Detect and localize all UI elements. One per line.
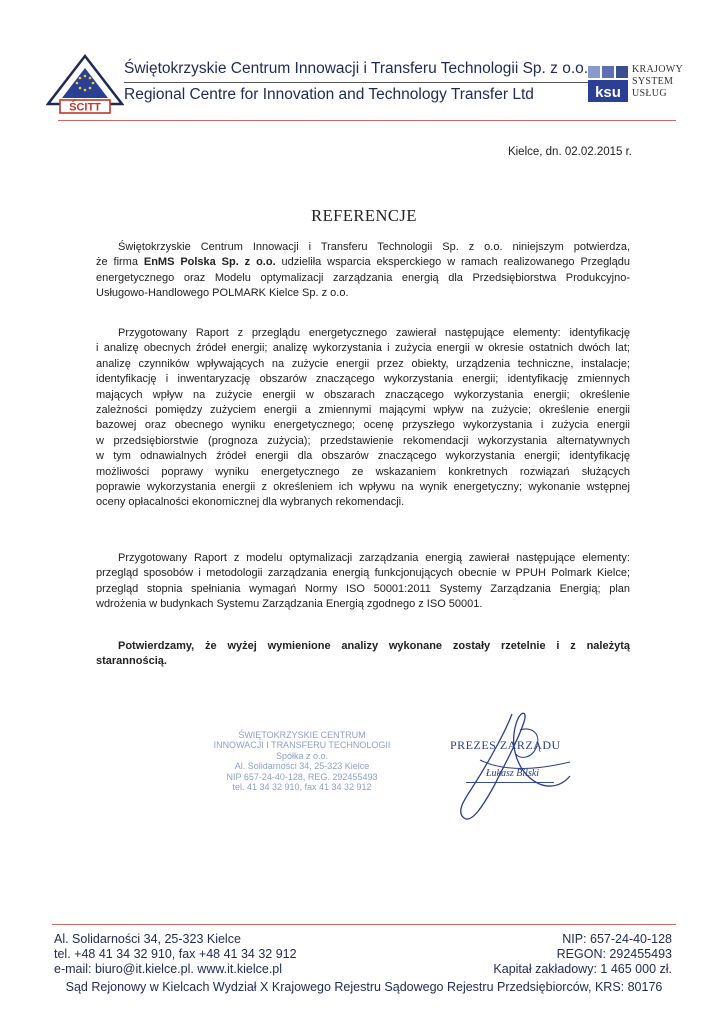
president-stamp: PREZES ZARZĄDU: [450, 738, 561, 752]
stamp-line: Al. Solidarności 34, 25-323 Kielce: [234, 761, 370, 772]
ksu-logo: [586, 64, 630, 104]
footer-phone: tel. +48 41 34 32 910, fax +48 41 34 32 912: [54, 947, 297, 961]
paragraph-line: oceny opłacalności ekonomicznej dla wybranych rekomendacji.: [96, 496, 405, 509]
paragraph-closing-statement: [96, 639, 630, 670]
company-name: EnMS Polska Sp. z o.o.: [143, 256, 276, 269]
header-divider: [58, 120, 676, 121]
ksu-line: SYSTEM: [632, 76, 674, 87]
paragraph-line: wdrożenia w budynkach Systemu Zarządzania Energią zgodnego z ISO 50001.: [96, 598, 483, 611]
footer-contact: [54, 932, 297, 977]
ksu-line: KRAJOWY: [632, 64, 683, 75]
paragraph-confirmation: [96, 240, 630, 302]
stamp-line: Spółka z o.o.: [275, 750, 329, 761]
stamp-line: ŚWIĘTOKRZYSKIE CENTRUM: [238, 730, 366, 740]
paragraph-line: i analizę obecnych źródeł energii; analizę wykorzystania i zużycia energii w okresie ostatnich dwóch lat;: [96, 342, 630, 355]
footer-capital: Kapitał zakładowy: 1 465 000 zł.: [493, 962, 672, 976]
header-name-divider: [124, 82, 592, 83]
org-name-en: Regional Centre for Innovation and Technology Transfer Ltd: [124, 86, 534, 103]
footer-nip: NIP: 657-24-40-128: [562, 932, 672, 946]
org-name-pl: Świętokrzyskie Centrum Innowacji i Transferu Technologii Sp. z o.o.: [124, 60, 589, 77]
document-title: REFERENCJE: [311, 206, 417, 225]
footer-regon: REGON: 292455493: [556, 947, 672, 961]
paragraph-line: przegląd stopnia spełniania wymagań Normy ISO 50001:2011 Systemy Zarządzania Energią; plan: [96, 582, 630, 595]
ksu-line: USŁUG: [632, 88, 667, 99]
footer-divider: [52, 924, 676, 925]
scitt-logo-text: ŚCITT: [69, 101, 101, 114]
stamp-line: tel. 41 34 32 910, fax 41 34 32 912: [232, 782, 372, 793]
footer-court-registry: Sąd Rejonowy w Kielcach Wydział X Krajowego Rejestru Sądowego Rejestru Przedsiębiorców, KRS: 80176: [65, 980, 663, 994]
handwritten-signature: [420, 700, 590, 830]
paragraph-line: Przygotowany Raport z modelu optymalizacji zarządzania energią zawierał następujące elementy:: [118, 552, 630, 564]
paragraph-line: starannością.: [96, 655, 167, 668]
ksu-wordmark: [632, 64, 692, 100]
paragraph-line: energetycznego oraz Modelu optymalizacji zarządzania energią dla Przedsiębiorstwa Produkcyjno-: [96, 271, 630, 284]
stamp-line: NIP 657-24-40-128, REG. 292455493: [226, 771, 378, 782]
footer-email: e-mail: biuro@it.kielce.pl. www.it.kielce.pl: [54, 962, 283, 976]
paragraph-line: Świętokrzyskie Centrum Innowacji i Transferu Technologii Sp. z o.o. niniejszym potwierdza,: [118, 241, 630, 253]
stamp-line: INNOWACJI I TRANSFERU TECHNOLOGII: [213, 740, 391, 751]
paragraph-line: poprawie wykorzystania energii z określeniem ich wpływu na wynik energetyczny; wykonanie wstępnej: [96, 481, 630, 494]
paragraph-line: analizę czynników wpływających na zużycie energii przez obiekty, urządzenia techniczne, instalacje;: [96, 357, 630, 370]
paragraph-line: Usługowo-Handlowego POLMARK Kielce Sp. z o.o.: [96, 287, 349, 300]
paragraph-line: możliwości poprawy wyniku energetycznego ze wskazaniem konkretnych rozwiązań służących: [96, 465, 630, 478]
paragraph-energy-review: [96, 326, 630, 511]
paragraph-line: Przygotowany Raport z przeglądu energetycznego zawierał następujące elementy: identyfikację: [118, 327, 630, 339]
paragraph-line: identyfikację i inwentaryzację obszarów znaczącego wykorzystania energii; identyfikację zmiennych: [96, 373, 630, 386]
paragraph-line: mających wpływ na zużycie energii w obszarach znaczącego wykorzystania energii; określenie: [96, 388, 630, 401]
paragraph-line: że firma EnMS Polska Sp. z o.o. udzieliła wsparcia eksperckiego w ramach realizowanego Przeglądu: [96, 256, 630, 269]
footer-registry: [493, 932, 672, 977]
scitt-logo: [46, 54, 124, 114]
paragraph-line: bazowej oraz obecnego wyniku energetycznego; ocenę przyszłego wykorzystania i zużycia energii: [96, 419, 630, 432]
president-name: Łukasz Bilski: [486, 768, 540, 779]
footer-address: Al. Solidarności 34, 25-323 Kielce: [54, 932, 241, 946]
ksu-logo-text: ksu: [595, 84, 621, 101]
paragraph-line: przegląd sposobów i metodologii zarządzania energią funkcjonujących obecnie w PPUH Polmark Kielce;: [96, 567, 630, 580]
place-date: Kielce, dn. 02.02.2015 r.: [507, 146, 632, 158]
paragraph-line: zależności pomiędzy zużyciem energii a zmiennymi mającymi wpływ na zużycie; określenie energii: [96, 404, 630, 417]
company-stamp: [212, 730, 392, 792]
paragraph-line: w przedsiębiorstwie (prognoza zużycia); przedstawienie rekomendacji wykorzystania alternatywnych: [96, 434, 630, 447]
paragraph-line: Potwierdzamy, że wyżej wymienione analizy wykonane zostały rzetelnie i z należytą: [118, 640, 630, 652]
paragraph-optimization-model: [96, 551, 630, 613]
paragraph-line: w tym odnawialnych źródeł energii dla obszarów znaczącego wykorzystania energii; identyfikację: [96, 450, 630, 463]
